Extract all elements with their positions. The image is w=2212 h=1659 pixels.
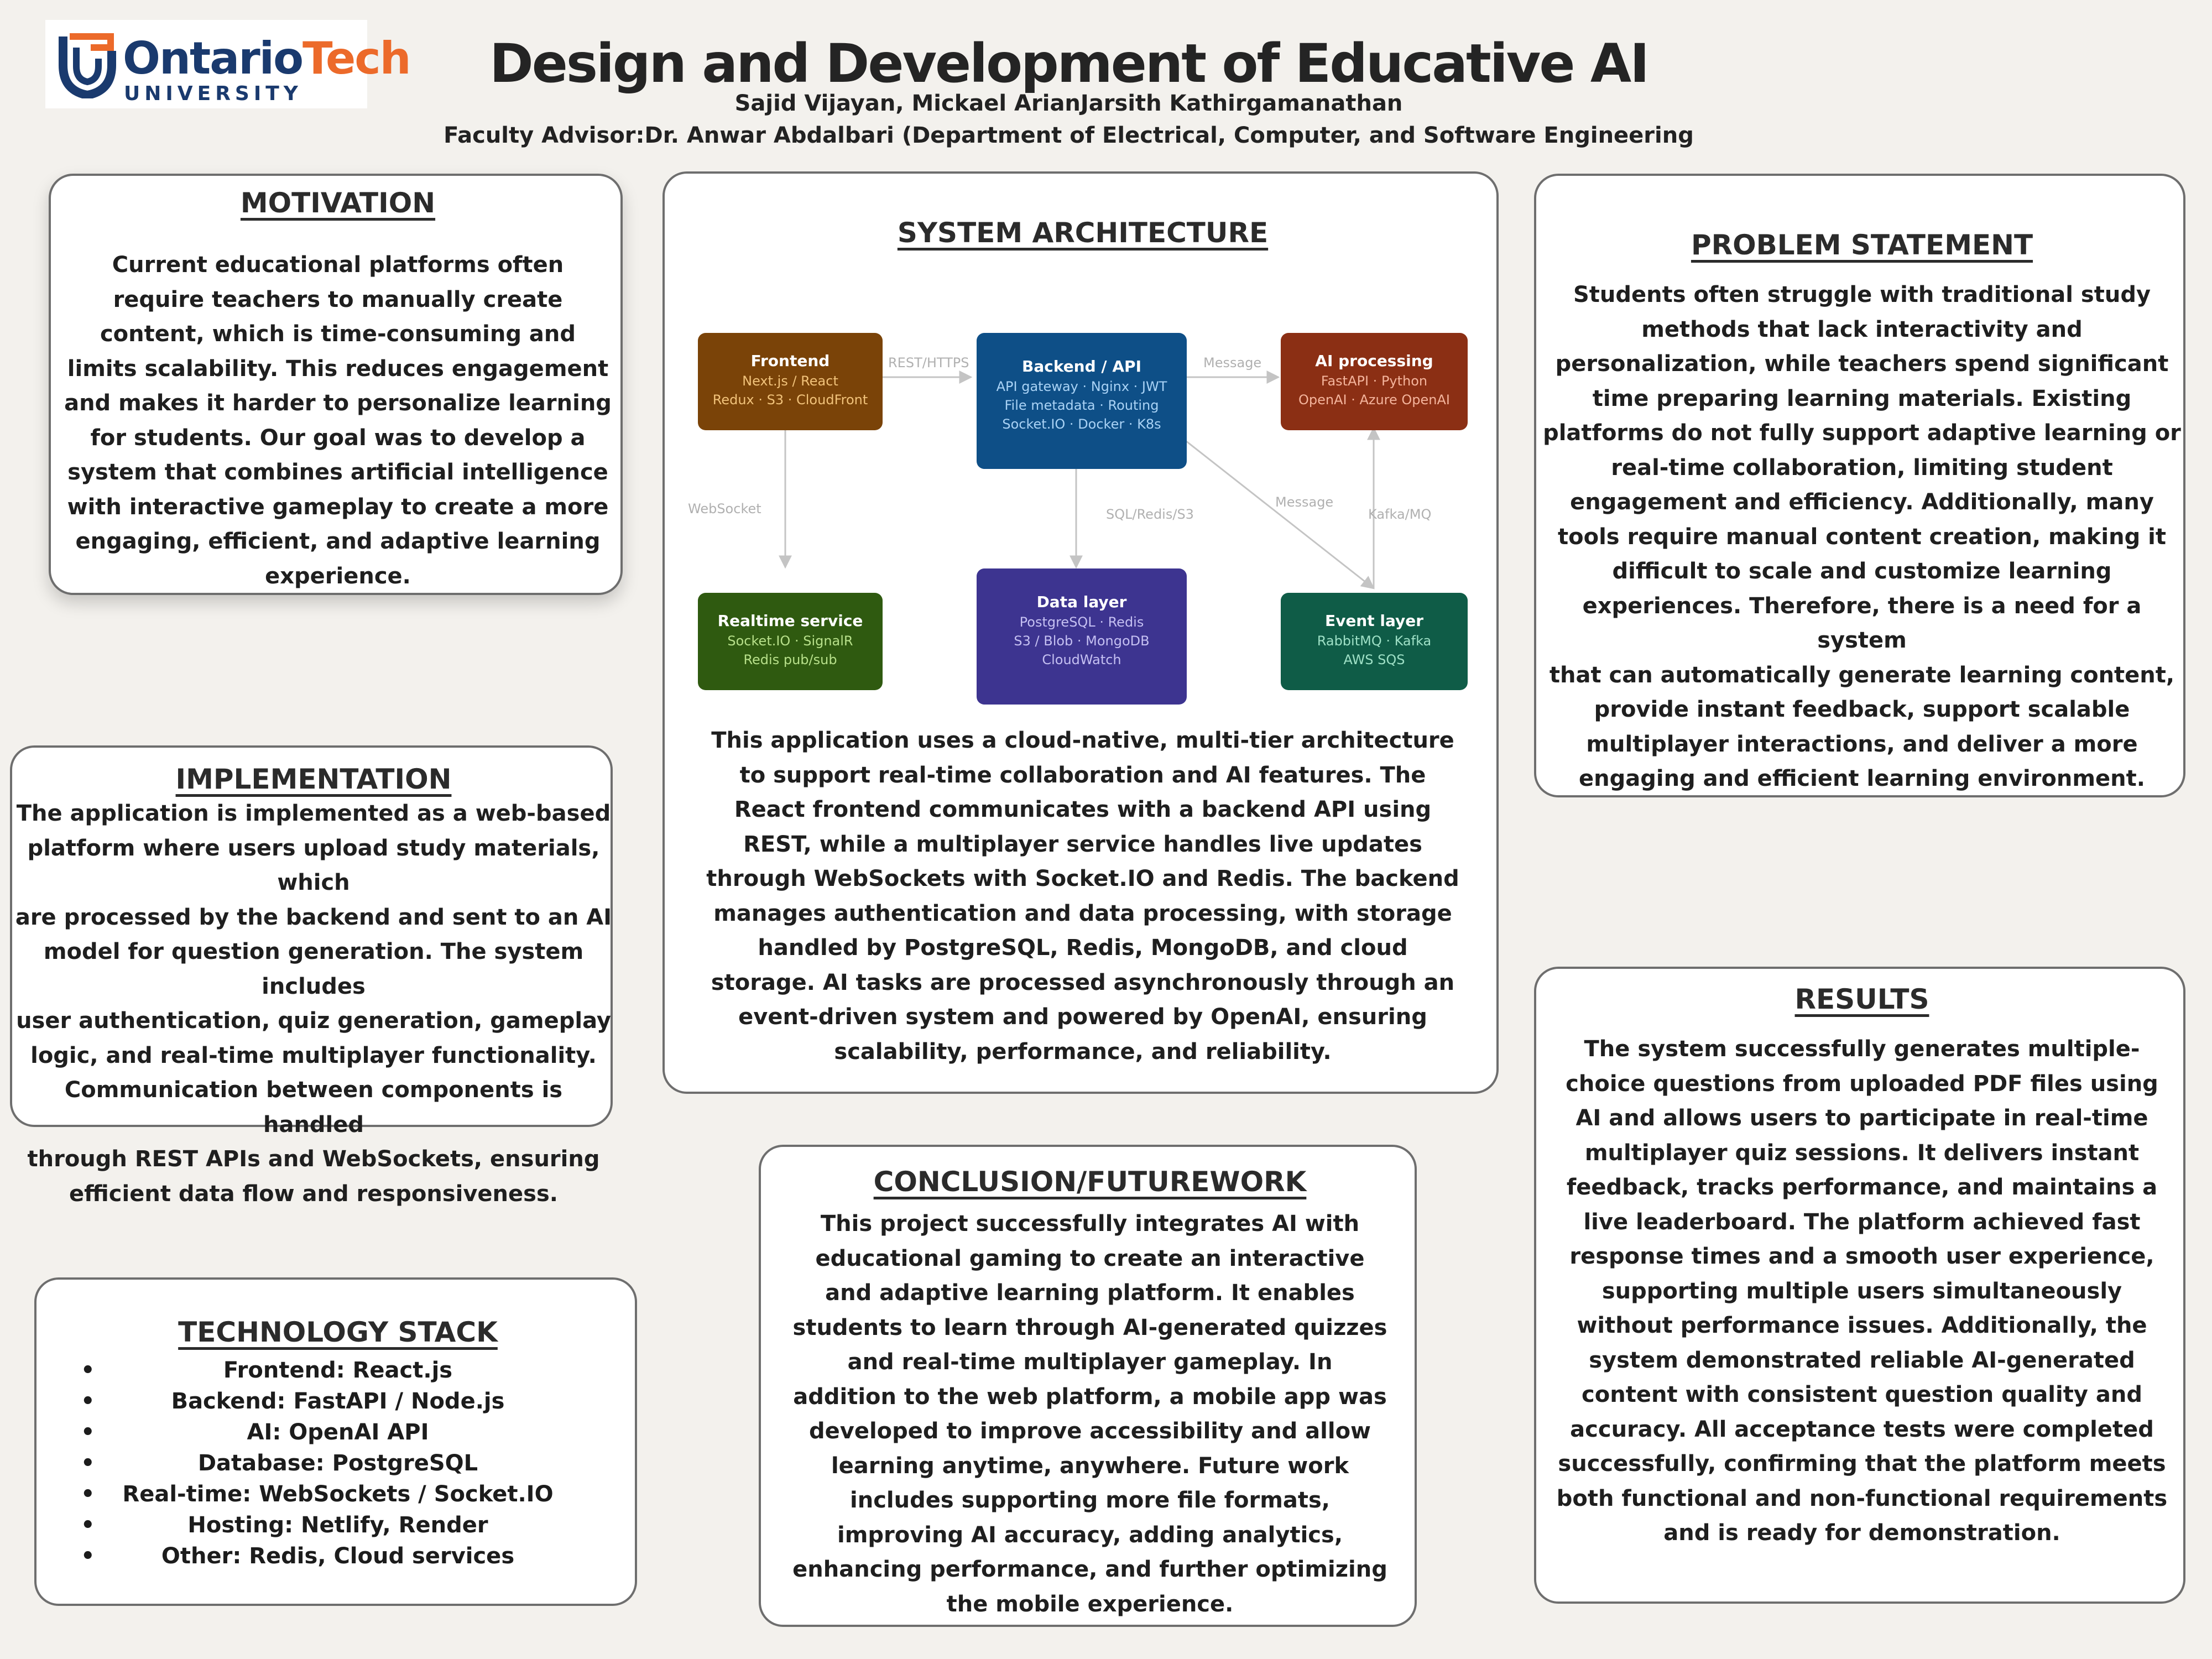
conclusion-heading: CONCLUSION/FUTUREWORK	[873, 1166, 1307, 1198]
node-realtime-service: Realtime service Socket.IO · SignalR Redis pub/sub	[698, 593, 883, 690]
node-backend-api: Backend / API API gateway · Nginx · JWT File metadata · Routing Socket.IO · Docker · K8s	[977, 333, 1187, 469]
list-item: • Frontend: React.js	[81, 1358, 453, 1383]
problem-statement-card	[1534, 174, 2185, 797]
edge-label-sql: SQL/Redis/S3	[1106, 507, 1194, 522]
list-item: • AI: OpenAI API	[81, 1420, 429, 1445]
technology-stack-list	[36, 1355, 639, 1572]
conclusion-text: This project successfully integrates AI with educational gaming to create an interactive and adaptive learning platform. It enables students to learn through AI-generated quizzes and real-time multiplayer gameplay. In addition to the web platform, a mobile app was developed to improve accessibility and allow learning anytime, anywhere. Future work includes supporting more file formats, improving AI accuracy, adding analytics, enhancing performance, and further optimizing the mobile experience.	[792, 1211, 1387, 1617]
authors: Sajid Vijayan, Mickael ArianJarsith Kathirgamanathan	[734, 91, 1403, 116]
problem-statement-text: Students often struggle with traditional study methods that lack interactivity and personalization, while teachers spend significant time preparing learning materials. Existing platforms do not fully support adaptive learning or real-time collaboration, limiting student engagement and efficiency. Additionally, many tools require manual content creation, making it difficult to scale and customize learning experiences. Therefore, there is a need for a system that can automatically generate learning content, provide instant feedback, support scalable multiplayer interactions, and deliver a more engaging and efficient learning environment.	[1543, 282, 2181, 791]
list-item: • Real-time: WebSockets / Socket.IO	[81, 1481, 554, 1507]
poster-title: Design and Development of Educative AI	[489, 33, 1648, 95]
implementation-text: The application is implemented as a web-based platform where users upload study materials, which are processed by the backend and sent to an AI model for question generation. The system includes user authentication, quiz generation, gameplay logic, and real-time multiplayer functionality. Communication between components is handled through REST APIs and WebSockets, ensuring efficient data flow and responsiveness.	[15, 801, 612, 1207]
edge-label-kafka: Kafka/MQ	[1368, 507, 1432, 522]
motivation-card	[49, 174, 623, 595]
results-text: The system successfully generates multiple- choice questions from uploaded PDF files using AI and allows users to participate in real-time multiplayer quiz sessions. It delivers instant feedback, tracks performance, and maintains a live leaderboard. The platform achieved fast response times and a smooth user experience, supporting multiple users simultaneously without performance issues. Additionally, the system demonstrated reliable AI-generated content with consistent question quality and accuracy. All acceptance tests were completed successfully, confirming that the platform meets both functional and non-functional requirements and is ready for demonstration.	[1556, 1036, 2168, 1546]
edge-label-message: Message	[1203, 355, 1262, 371]
node-ai-processing: AI processing FastAPI · Python OpenAI · Azure OpenAI	[1281, 333, 1468, 430]
list-item: • Other: Redis, Cloud services	[81, 1543, 515, 1569]
node-event-layer: Event layer RabbitMQ · Kafka AWS SQS	[1281, 593, 1468, 690]
conclusion-card	[759, 1145, 1417, 1627]
problem-statement-heading: PROBLEM STATEMENT	[1691, 229, 2033, 261]
results-card	[1534, 967, 2185, 1604]
edge-backend-event	[1178, 435, 1374, 588]
architecture-diagram	[688, 328, 1473, 710]
system-architecture-heading: SYSTEM ARCHITECTURE	[897, 217, 1269, 249]
faculty-advisor: Faculty Advisor:Dr. Anwar Abdalbari (Department of Electrical, Computer, and Software Engineering	[444, 123, 1694, 148]
motivation-heading: MOTIVATION	[240, 187, 436, 219]
motivation-text: Current educational platforms often require teachers to manually create content, which is time-consuming and limits scalability. This reduces engagement and makes it harder to personalize learning for students. Our goal was to develop a system that combines artificial intelligence with interactive gameplay to create a more engaging, efficient, and adaptive learning experience.	[64, 252, 612, 589]
list-item: • Backend: FastAPI / Node.js	[81, 1389, 505, 1414]
list-item: • Hosting: Netlify, Render	[81, 1512, 488, 1538]
edge-label-websocket: WebSocket	[688, 501, 761, 517]
edge-label-rest: REST/HTTPS	[888, 355, 969, 371]
list-item: • Database: PostgreSQL	[81, 1451, 478, 1476]
logo-wordmark: OntarioTech	[123, 33, 410, 84]
edge-label-message-2: Message	[1275, 494, 1334, 510]
results-heading: RESULTS	[1794, 983, 1929, 1015]
system-architecture-text: This application uses a cloud-native, multi-tier architecture to support real-time collaboration and AI features. The React frontend communicates with a backend API using REST, while a multiplayer service handles live updates through WebSockets with Socket.IO and Redis. The backend manages authentication and data processing, with storage handled by PostgreSQL, Redis, MongoDB, and cloud storage. AI tasks are processed asynchronously through an event-driven system and powered by OpenAI, ensuring scalability, performance, and reliability.	[706, 728, 1459, 1065]
technology-stack-heading: TECHNOLOGY STACK	[178, 1316, 498, 1348]
system-architecture-card	[662, 171, 1499, 1094]
node-data-layer: Data layer PostgreSQL · Redis S3 / Blob · MongoDB CloudWatch	[977, 568, 1187, 705]
implementation-card	[10, 745, 613, 1207]
technology-stack-card	[34, 1277, 637, 1606]
logo-subtitle: UNIVERSITY	[124, 82, 302, 105]
node-frontend: Frontend Next.js / React Redux · S3 · CloudFront	[698, 333, 883, 430]
implementation-heading: IMPLEMENTATION	[175, 763, 452, 795]
